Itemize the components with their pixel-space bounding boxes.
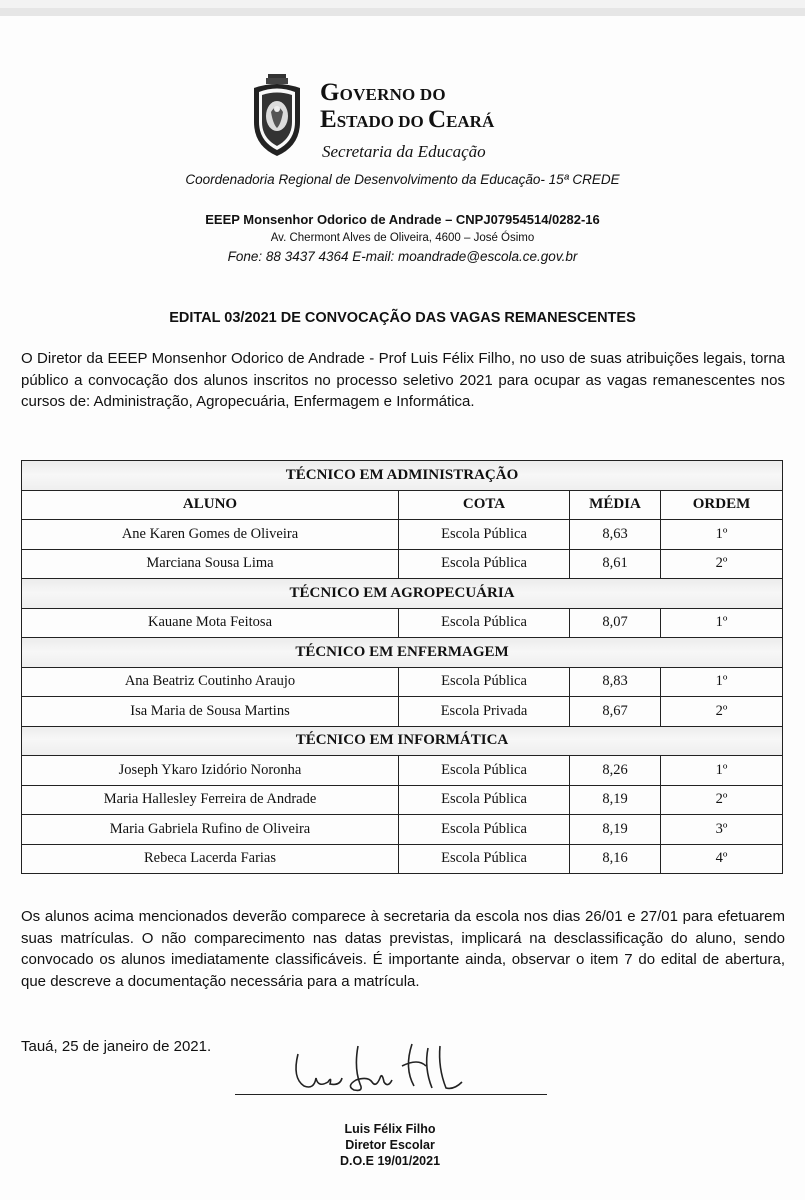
table-row xyxy=(22,667,783,697)
course-row xyxy=(22,461,783,491)
cell-cota: Escola Pública xyxy=(399,815,570,845)
header-row xyxy=(22,490,783,520)
cell-cota: Escola Pública xyxy=(399,844,570,874)
header-cota: COTA xyxy=(399,490,570,520)
cell-cota: Escola Pública xyxy=(399,520,570,550)
course-name: TÉCNICO EM AGROPECUÁRIA xyxy=(22,579,783,609)
cell-ordem: 1º xyxy=(661,608,783,638)
letterhead-secretaria: Secretaria da Educação xyxy=(322,142,486,161)
cell-media: 8,61 xyxy=(570,549,661,579)
cell-aluno: Kauane Mota Feitosa xyxy=(22,608,399,638)
course-name: TÉCNICO EM ENFERMAGEM xyxy=(22,638,783,668)
cell-cota: Escola Pública xyxy=(399,608,570,638)
signature-line xyxy=(235,1094,547,1095)
course-row xyxy=(22,638,783,668)
course-row xyxy=(22,726,783,756)
cell-aluno: Marciana Sousa Lima xyxy=(22,549,399,579)
cell-aluno: Isa Maria de Sousa Martins xyxy=(22,697,399,727)
top-edge xyxy=(0,8,805,16)
school-contact: Fone: 88 3437 4364 E-mail: moandrade@escola.ce.gov.br xyxy=(227,249,578,264)
table-row xyxy=(22,785,783,815)
cell-media: 8,83 xyxy=(570,667,661,697)
cell-aluno: Maria Gabriela Rufino de Oliveira xyxy=(22,815,399,845)
cell-media: 8,16 xyxy=(570,844,661,874)
table-row xyxy=(22,697,783,727)
document-page xyxy=(0,8,805,1200)
cell-cota: Escola Pública xyxy=(399,549,570,579)
table-row xyxy=(22,520,783,550)
cell-media: 8,26 xyxy=(570,756,661,786)
results-table xyxy=(21,460,783,874)
signer-doe: D.O.E 19/01/2021 xyxy=(339,1154,441,1168)
cell-ordem: 1º xyxy=(661,667,783,697)
cell-cota: Escola Privada xyxy=(399,697,570,727)
place-date: Tauá, 25 de janeiro de 2021. xyxy=(21,1038,212,1055)
cell-cota: Escola Pública xyxy=(399,667,570,697)
table-row xyxy=(22,549,783,579)
signer-name: Luis Félix Filho xyxy=(344,1122,436,1136)
cell-aluno: Maria Hallesley Ferreira de Andrade xyxy=(22,785,399,815)
header-ordem: ORDEM xyxy=(661,490,783,520)
signature-scribble xyxy=(284,1038,474,1098)
cell-ordem: 2º xyxy=(661,549,783,579)
cell-media: 8,19 xyxy=(570,815,661,845)
header-media: MÉDIA xyxy=(570,490,661,520)
cell-cota: Escola Pública xyxy=(399,785,570,815)
edital-title: EDITAL 03/2021 DE CONVOCAÇÃO DAS VAGAS REMANESCENTES xyxy=(169,310,636,326)
intro-paragraph: O Diretor da EEEP Monsenhor Odorico de Andrade - Prof Luis Félix Filho, no uso de suas atribuições legais, torna público a convocação dos alunos inscritos no processo seletivo 2021 para ocupar as vagas remanescentes nos cursos de: Administração, Agropecuária, Enfermagem e Informática. xyxy=(21,350,785,410)
table-row xyxy=(22,815,783,845)
cell-ordem: 2º xyxy=(661,785,783,815)
cell-ordem: 4º xyxy=(661,844,783,874)
cell-aluno: Joseph Ykaro Izidório Noronha xyxy=(22,756,399,786)
letterhead-governo: GOVERNO DO xyxy=(320,79,446,106)
course-row xyxy=(22,579,783,609)
header-aluno: ALUNO xyxy=(22,490,399,520)
cell-cota: Escola Pública xyxy=(399,756,570,786)
coat-of-arms-icon xyxy=(248,72,306,158)
school-name: EEEP Monsenhor Odorico de Andrade – CNPJ07954514/0282-16 xyxy=(205,212,600,227)
cell-media: 8,07 xyxy=(570,608,661,638)
cell-ordem: 2º xyxy=(661,697,783,727)
table-row xyxy=(22,844,783,874)
cell-aluno: Ana Beatriz Coutinho Araujo xyxy=(22,667,399,697)
cell-ordem: 3º xyxy=(661,815,783,845)
table-row xyxy=(22,756,783,786)
cell-ordem: 1º xyxy=(661,756,783,786)
signer-role: Diretor Escolar xyxy=(345,1138,435,1152)
course-name: TÉCNICO EM INFORMÁTICA xyxy=(22,726,783,756)
cell-aluno: Ane Karen Gomes de Oliveira xyxy=(22,520,399,550)
instructions-paragraph: Os alunos acima mencionados deverão comparece à secretaria da escola nos dias 26/01 e 27/01 para efetuarem suas matrículas. O não comparecimento nas datas previstas, implicará na desclassificação do aluno, sendo convocado os alunos imediatamente classificáveis. É importante ainda, observar o item 7 do edital de abertura, que descreve a documentação necessária para a matrícula. xyxy=(21,908,785,990)
cell-media: 8,67 xyxy=(570,697,661,727)
table-row xyxy=(22,608,783,638)
letterhead-estado: ESTADO DO CEARÁ xyxy=(320,106,495,133)
cell-aluno: Rebeca Lacerda Farias xyxy=(22,844,399,874)
cell-media: 8,19 xyxy=(570,785,661,815)
cell-ordem: 1º xyxy=(661,520,783,550)
course-name: TÉCNICO EM ADMINISTRAÇÃO xyxy=(22,461,783,491)
cell-media: 8,63 xyxy=(570,520,661,550)
coordenadoria-line: Coordenadoria Regional de Desenvolvimento da Educação- 15ª CREDE xyxy=(185,172,620,187)
school-address: Av. Chermont Alves de Oliveira, 4600 – José Ósimo xyxy=(270,232,535,244)
